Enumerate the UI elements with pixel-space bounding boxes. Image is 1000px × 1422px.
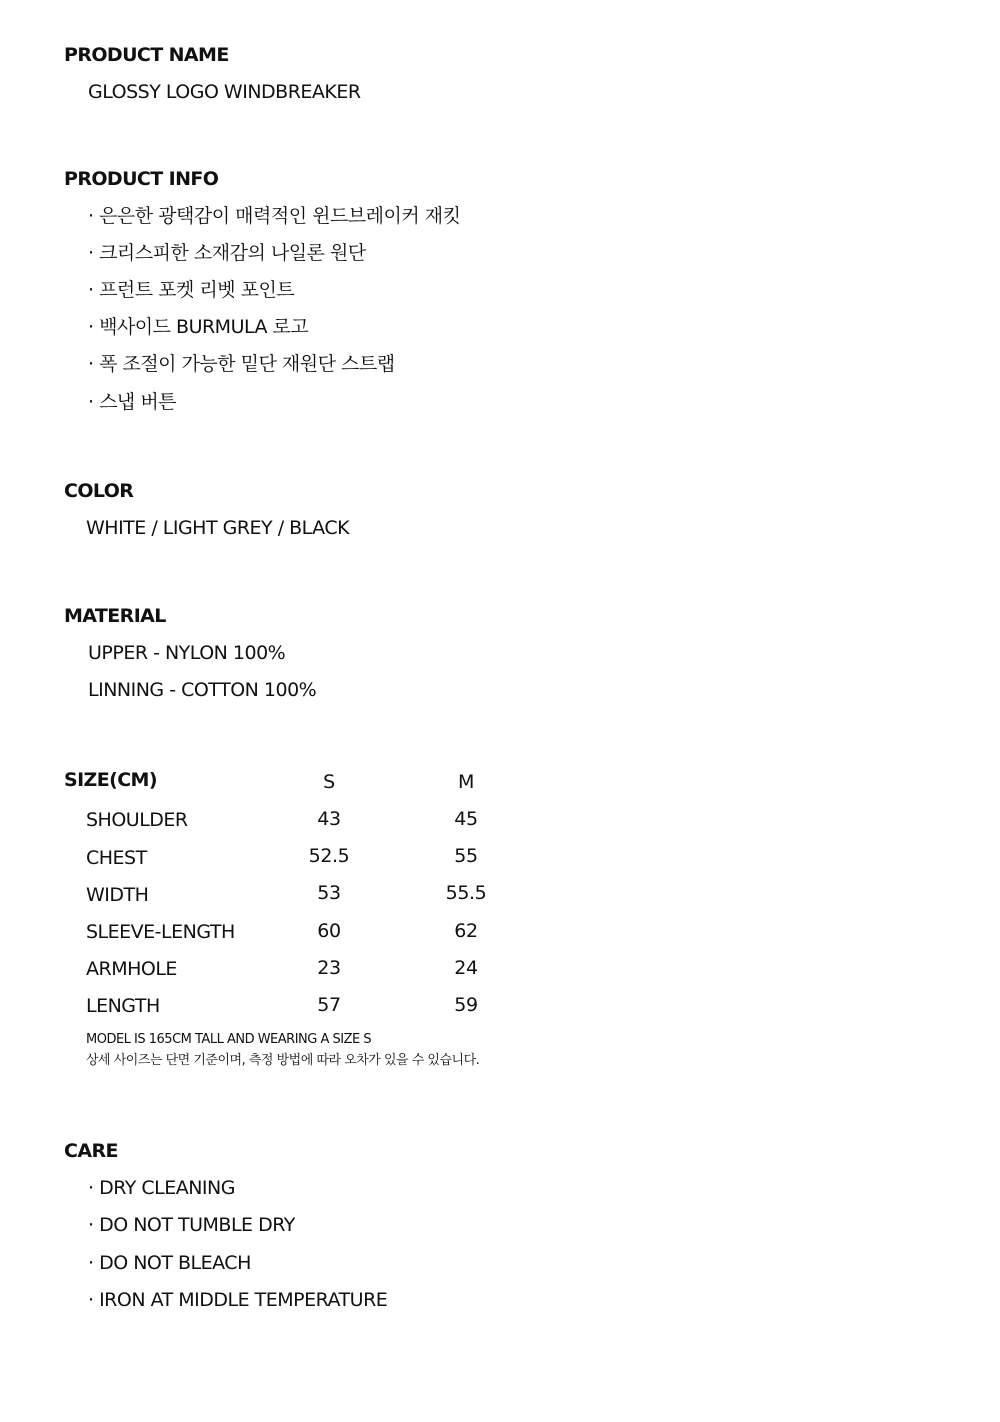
size-value-m: 62	[454, 920, 478, 942]
product-info-item: · 폭 조절이 가능한 밑단 재원단 스트랩	[88, 353, 395, 375]
material-item: UPPER - NYLON 100%	[88, 642, 286, 664]
color-value: WHITE / LIGHT GREY / BLACK	[86, 517, 350, 539]
care-item: · DRY CLEANING	[88, 1177, 235, 1199]
size-value-s: 23	[317, 957, 341, 979]
size-row-label: CHEST	[86, 847, 147, 869]
care-item: · DO NOT BLEACH	[88, 1252, 251, 1274]
size-value-s: 60	[317, 920, 341, 942]
material-heading: MATERIAL	[64, 605, 166, 627]
size-heading: SIZE(CM)	[64, 769, 157, 791]
size-note-model: MODEL IS 165CM TALL AND WEARING A SIZE S	[86, 1032, 372, 1047]
size-row-label: ARMHOLE	[86, 958, 177, 980]
product-name-value: GLOSSY LOGO WINDBREAKER	[88, 81, 361, 103]
size-value-s: 53	[317, 882, 341, 904]
color-heading: COLOR	[64, 480, 134, 502]
size-row-label: LENGTH	[86, 995, 160, 1017]
product-info-item: · 은은한 광택감이 매력적인 윈드브레이커 재킷	[88, 205, 461, 227]
size-value-s: 43	[317, 808, 341, 830]
size-value-s: 57	[317, 994, 341, 1016]
size-column-header-s: S	[323, 771, 335, 793]
care-heading: CARE	[64, 1140, 118, 1162]
product-info-item: · 스냅 버튼	[88, 391, 177, 413]
size-value-m: 55.5	[445, 882, 487, 904]
material-item: LINNING - COTTON 100%	[88, 679, 317, 701]
product-name-heading: PRODUCT NAME	[64, 44, 229, 66]
size-value-m: 55	[454, 845, 478, 867]
size-row-label: WIDTH	[86, 884, 149, 906]
care-item: · DO NOT TUMBLE DRY	[88, 1214, 295, 1236]
size-row-label: SHOULDER	[86, 809, 188, 831]
care-item: · IRON AT MIDDLE TEMPERATURE	[88, 1289, 388, 1311]
product-info-item: · 백사이드 BURMULA 로고	[88, 316, 309, 338]
product-info-heading: PRODUCT INFO	[64, 168, 219, 190]
size-row-label: SLEEVE-LENGTH	[86, 921, 235, 943]
size-note-measurement: 상세 사이즈는 단면 기준이며, 측정 방법에 따라 오차가 있을 수 있습니다.	[86, 1053, 480, 1068]
product-info-item: · 크리스피한 소재감의 나일론 원단	[88, 242, 366, 264]
size-column-header-m: M	[458, 771, 474, 793]
size-value-m: 59	[454, 994, 478, 1016]
size-value-m: 24	[454, 957, 478, 979]
size-value-m: 45	[454, 808, 478, 830]
product-info-item: · 프런트 포켓 리벳 포인트	[88, 279, 295, 301]
size-value-s: 52.5	[308, 845, 350, 867]
